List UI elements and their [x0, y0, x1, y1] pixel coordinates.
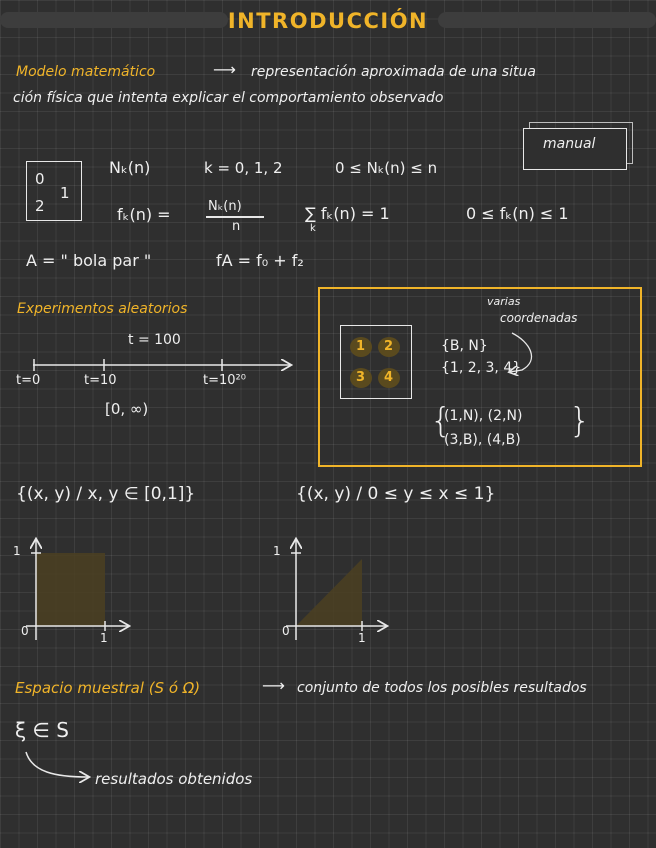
manual-label: manual	[543, 136, 596, 152]
graph-left-y1: 1	[13, 544, 21, 558]
note-coordenadas: coordenadas	[500, 311, 578, 325]
die-face-1: 1	[60, 184, 70, 202]
formula-fk-lhs: fₖ(n) =	[117, 205, 171, 224]
formula-k-range: k = 0, 1, 2	[204, 159, 283, 177]
experiments-t100: t = 100	[128, 332, 181, 348]
sample-space-definition: conjunto de todos los posibles resultados	[297, 680, 587, 696]
timeline-label-t1020: t=10²⁰	[203, 373, 246, 388]
pairs-line2: (3,B), (4,B)	[444, 432, 521, 448]
formula-nk-bound: 0 ≤ Nₖ(n) ≤ n	[335, 159, 438, 177]
sample-space-term: Espacio muestral (S ó Ω)	[15, 679, 201, 697]
note-varias: varias	[487, 295, 521, 308]
set-colors: {B, N}	[441, 338, 488, 354]
formula-event: A = " bola par "	[26, 251, 152, 270]
formula-nk: Nₖ(n)	[109, 158, 151, 177]
graph-left-origin: 0	[21, 624, 29, 638]
graph-right-origin: 0	[282, 624, 290, 638]
results-label: resultados obtenidos	[95, 770, 253, 788]
formula-fk-sum: ∑ fₖ(n) = 1	[305, 204, 390, 223]
graph-left-x1: 1	[100, 631, 108, 645]
graph-right-y1: 1	[273, 544, 281, 558]
sample-space-element: ξ ∈ S	[15, 718, 69, 742]
formula-fk-numerator: Nₖ(n)	[208, 199, 242, 214]
intro-line2: ción física que intenta explicar el comportamiento observado	[13, 90, 444, 106]
pairs-line1: (1,N), (2,N)	[444, 408, 523, 424]
unit-square-area	[36, 553, 105, 626]
intro-arrow: ⟶	[213, 60, 236, 79]
die-face-2: 2	[35, 197, 45, 215]
timeline-label-t10: t=10	[84, 373, 117, 388]
ball-3-label: 3	[356, 370, 366, 385]
formula-fk-sum-index: k	[310, 223, 316, 234]
ball-4-label: 4	[384, 370, 394, 385]
experiments-interval: [0, ∞)	[105, 400, 149, 418]
set-numbers: {1, 2, 3, 4}	[441, 360, 522, 376]
timeline-label-t0: t=0	[16, 373, 41, 388]
coordinates-arrow	[510, 333, 531, 372]
experiments-heading: Experimentos aleatorios	[17, 301, 188, 317]
page-title: INTRODUCCIÓN	[227, 9, 429, 33]
graph-right-x1: 1	[358, 631, 366, 645]
die-face-0: 0	[35, 170, 45, 188]
graph-right-set: {(x, y) / 0 ≤ y ≤ x ≤ 1}	[296, 484, 496, 504]
intro-term: Modelo matemático	[16, 64, 156, 80]
ball-2-label: 2	[384, 339, 394, 354]
sample-space-arrow: ⟶	[262, 676, 285, 695]
ball-1-label: 1	[356, 339, 366, 354]
formula-fk-denominator: n	[232, 219, 241, 234]
results-arrow	[26, 752, 88, 777]
formula-fk-bound: 0 ≤ fₖ(n) ≤ 1	[466, 204, 569, 223]
intro-line1: representación aproximada de una situa	[251, 64, 536, 80]
pairs-brace-left: {	[430, 401, 452, 441]
graph-left-set: {(x, y) / x, y ∈ [0,1]}	[16, 484, 196, 504]
formula-event-freq: fA = f₀ + f₂	[216, 251, 304, 270]
triangle-area	[296, 559, 362, 626]
pairs-brace-right: }	[569, 401, 591, 441]
